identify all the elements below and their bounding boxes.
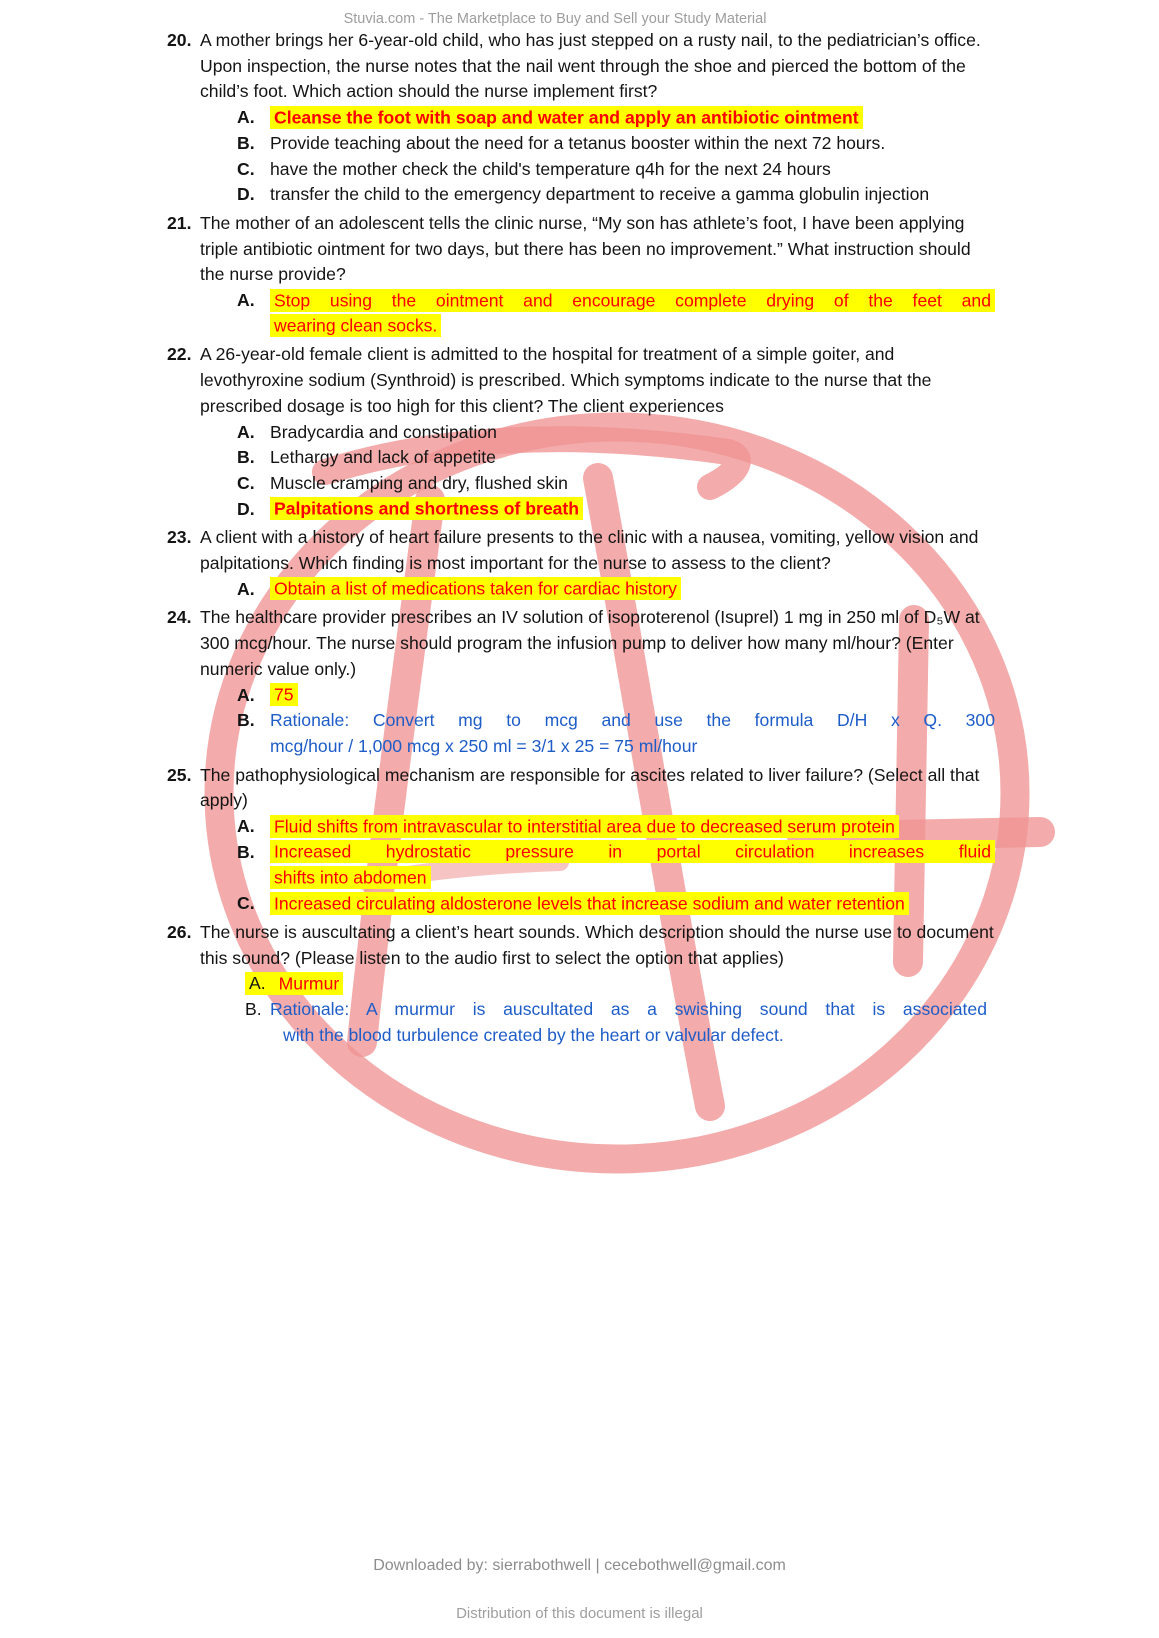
rationale-text <box>270 997 987 1048</box>
highlighted-answer: Fluid shifts from intravascular to interstitial area due to decreased serum protein <box>270 815 899 838</box>
option-letter: A. <box>249 973 266 994</box>
highlighted-answer: 75 <box>270 683 298 706</box>
option-text: Bradycardia and constipation <box>270 421 497 442</box>
option-text <box>270 105 995 131</box>
option-text: transfer the child to the emergency department to receive a gamma globulin injection <box>270 184 930 205</box>
highlighted-answer: Obtain a list of medications taken for cardiac history <box>270 577 681 600</box>
question-20 <box>167 28 995 208</box>
highlighted-answer: Cleanse the foot with soap and water and apply an antibiotic ointment <box>270 106 863 129</box>
option-letter: B. <box>237 710 255 731</box>
option-text <box>270 683 995 709</box>
header-title: Stuvia.com - The Marketplace to Buy and Sell your Study Material <box>343 11 767 27</box>
option-letter: A. <box>237 816 255 837</box>
highlighted-answer: Increased hydrostatic pressure in portal circulation increases fluid <box>270 840 995 863</box>
option-line <box>270 866 995 892</box>
question-number: 24. <box>167 607 192 628</box>
option-letter: B. <box>237 132 255 153</box>
option-row <box>237 708 995 759</box>
option-row <box>237 288 995 339</box>
option-row <box>237 683 995 709</box>
highlighted-answer: Palpitations and shortness of breath <box>270 497 583 520</box>
question-number: 20. <box>167 30 192 50</box>
highlighted-answer <box>245 972 343 995</box>
option-letter: B. <box>237 841 255 862</box>
question-text: The nurse is auscultating a client’s heart sounds. Which description should the nurse use to document this sound? (Please listen to the audio first to select the option that applies) <box>200 921 994 968</box>
question-text: A 26-year-old female client is admitted to the hospital for treatment of a simple goiter, and levothyroxine sodium (Synthroid) is prescribed. Which symptoms indicate to the nurse that the prescribed dosage is too high for this client? The client experiences <box>200 344 932 416</box>
option-text <box>270 288 995 339</box>
option-text: Muscle cramping and dry, flushed skin <box>270 472 568 493</box>
option-letter: D. <box>237 498 255 519</box>
footer-downloaded-by: Downloaded by: sierrabothwell | cecebothwell@gmail.com <box>373 1557 786 1574</box>
option-row <box>245 997 995 1048</box>
option-row <box>237 497 995 523</box>
option-row <box>237 445 995 471</box>
question-text: A mother brings her 6-year-old child, who has just stepped on a rusty nail, to the pediatrician’s office. Upon inspection, the nurse notes that the nail went through the shoe and pierced the bottom of the child’s foot. Which action should the nurse implement first? <box>200 30 981 102</box>
option-row <box>245 971 995 997</box>
question-23 <box>167 525 995 602</box>
option-line: with the blood turbulence created by the heart or valvular defect. <box>283 1024 784 1045</box>
option-text <box>270 840 995 891</box>
option-row <box>237 891 995 917</box>
option-line: Rationale: Convert mg to mcg and use the formula D/H x Q. 300 <box>270 710 995 731</box>
highlighted-answer: Stop using the ointment and encourage complete drying of the feet and <box>270 289 995 312</box>
option-letter: C. <box>237 158 255 179</box>
option-text <box>270 497 995 523</box>
question-number: 21. <box>167 212 192 233</box>
option-line <box>270 288 995 314</box>
option-text <box>270 814 995 840</box>
option-letter: A. <box>237 107 255 128</box>
option-letter: A. <box>237 290 255 311</box>
option-letter: A. <box>237 421 255 442</box>
option-letter: B. <box>237 447 255 468</box>
option-row <box>237 105 995 131</box>
option-line: mcg/hour / 1,000 mcg x 250 ml = 3/1 x 25 = 75 ml/hour <box>270 735 698 756</box>
option-row <box>237 814 995 840</box>
option-text: Provide teaching about the need for a tetanus booster within the next 72 hours. <box>270 132 886 153</box>
question-text: The mother of an adolescent tells the clinic nurse, “My son has athlete’s foot, I have been applying triple antibiotic ointment for two days, but there has been no improvement.” What instruction should the nurse provide? <box>200 212 971 285</box>
option-text <box>270 577 995 603</box>
question-text: The pathophysiological mechanism are responsible for ascites related to liver failure? (Select all that apply) <box>200 764 980 811</box>
question-24 <box>167 605 995 759</box>
question-number: 25. <box>167 764 192 785</box>
rationale-text <box>270 708 995 759</box>
option-letter: D. <box>237 184 255 205</box>
questions-list <box>167 25 995 1048</box>
footer-distribution-notice: Distribution of this document is illegal <box>456 1605 703 1622</box>
option-text <box>245 971 962 997</box>
option-line: Rationale: A murmur is auscultated as a swishing sound that is associated <box>270 999 987 1020</box>
question-21 <box>167 211 995 340</box>
question-text: The healthcare provider prescribes an IV solution of isoproterenol (Isuprel) 1 mg in 250 ml of D₅W at 300 mcg/hour. The nurse should program the infusion pump to deliver how many ml/hour? (Enter numeric value only.) <box>200 607 980 679</box>
option-letter: A. <box>237 684 255 705</box>
option-letter: C. <box>237 472 255 493</box>
highlighted-answer: Increased circulating aldosterone levels that increase sodium and water retention <box>270 892 909 915</box>
option-letter: B. <box>245 999 262 1020</box>
highlighted-answer: wearing clean socks. <box>270 314 441 337</box>
option-text: Lethargy and lack of appetite <box>270 447 496 468</box>
option-row <box>237 182 995 208</box>
question-22 <box>167 342 995 522</box>
option-row <box>237 471 995 497</box>
question-25 <box>167 763 995 917</box>
highlighted-answer: shifts into abdomen <box>270 866 431 889</box>
question-number: 26. <box>167 921 192 942</box>
question-number: 22. <box>167 344 192 365</box>
option-row <box>237 840 995 891</box>
answer-word: Murmur <box>278 973 340 994</box>
option-text: have the mother check the child's temperature q4h for the next 24 hours <box>270 158 831 179</box>
option-line <box>270 840 995 866</box>
option-text <box>270 891 995 917</box>
option-row <box>237 577 995 603</box>
question-text: A client with a history of heart failure presents to the clinic with a nausea, vomiting, yellow vision and palpitations. Which finding is most important for the nurse to assess to the client? <box>200 527 979 574</box>
option-letter: C. <box>237 893 255 914</box>
option-letter: A. <box>237 578 255 599</box>
option-row <box>237 131 995 157</box>
option-line <box>270 314 995 340</box>
option-row <box>237 157 995 183</box>
question-26 <box>167 920 995 1049</box>
question-number: 23. <box>167 527 192 548</box>
option-row <box>237 420 995 446</box>
